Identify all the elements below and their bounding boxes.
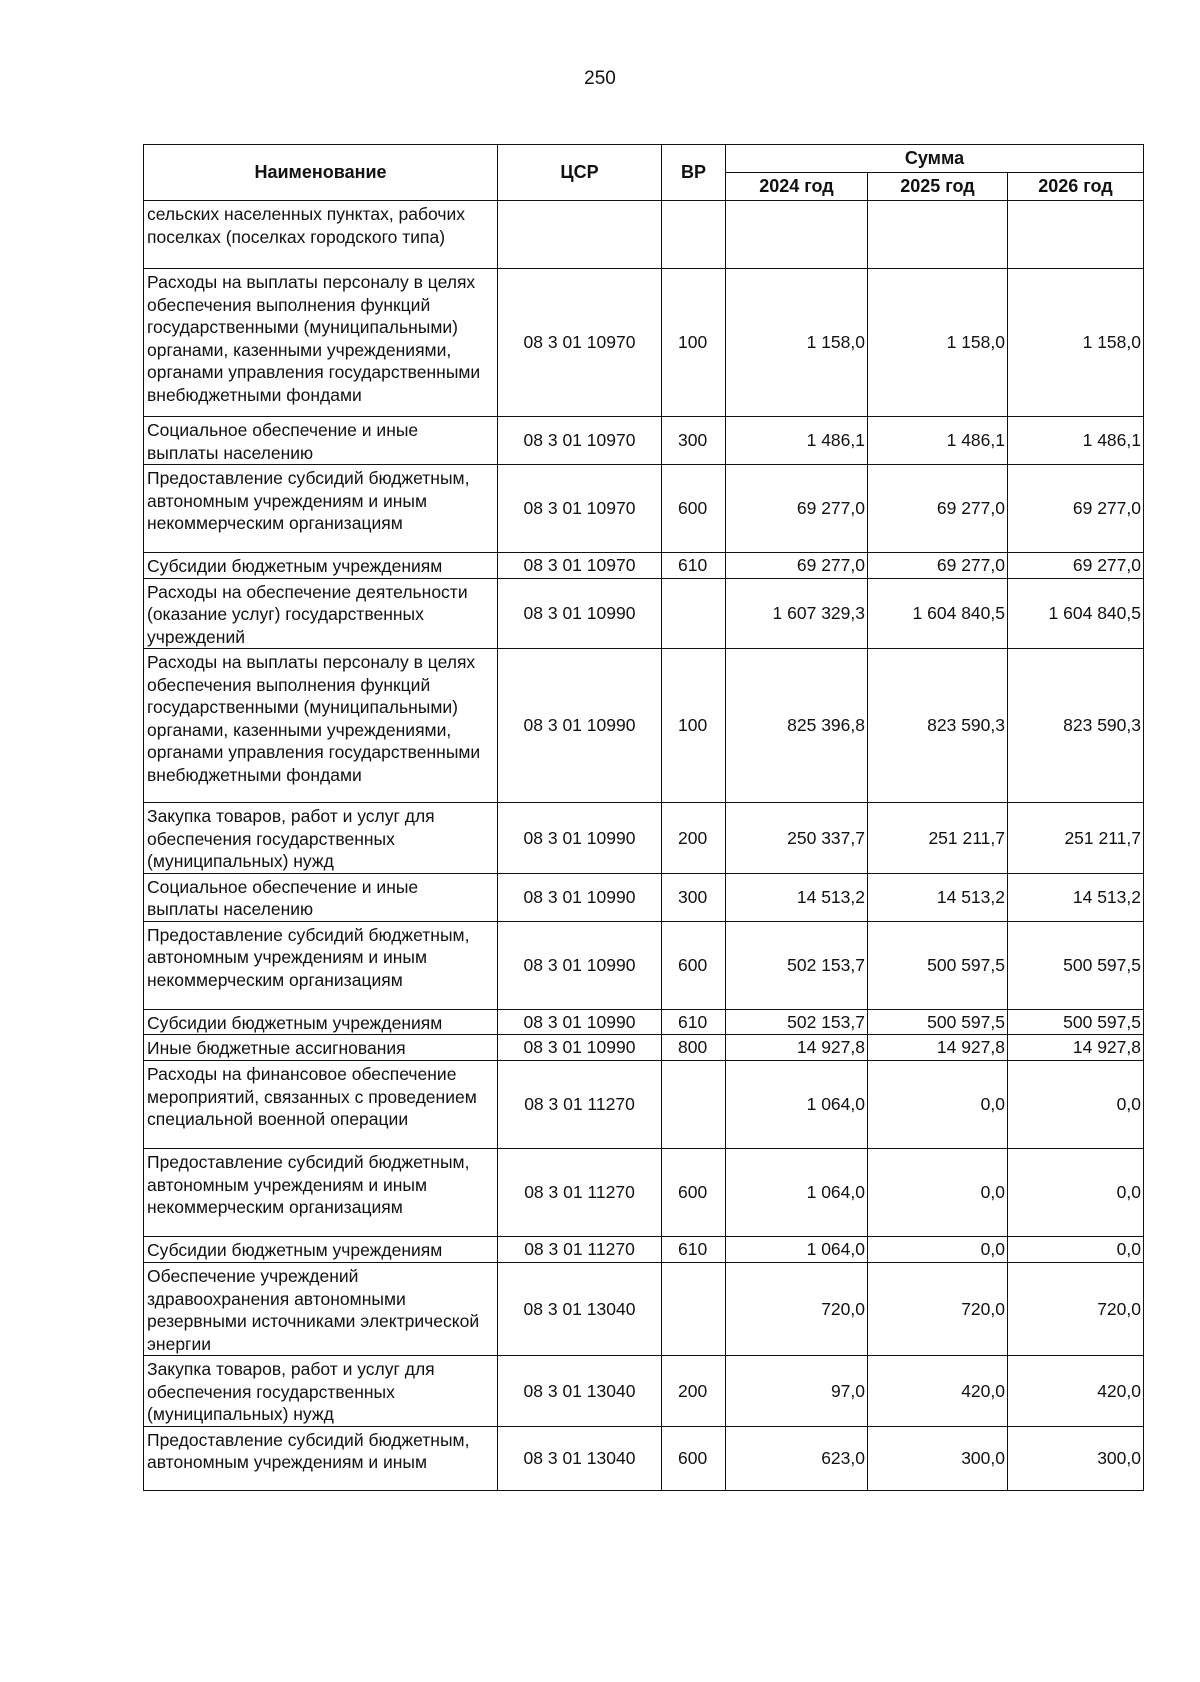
row-amount-2026: 1 158,0 <box>1008 269 1144 417</box>
table-body <box>144 201 1144 1491</box>
row-amount-2024: 1 486,1 <box>726 417 868 465</box>
row-amount-2024: 14 927,8 <box>726 1035 868 1061</box>
row-name: Расходы на выплаты персоналу в целях обеспечения выполнения функций государственными (муниципальными) органами, казенными учреждениями, органами управления государственными внебюджетными фондами <box>144 269 498 417</box>
row-csr: 08 3 01 10990 <box>498 1009 662 1035</box>
row-amount-2025: 500 597,5 <box>868 921 1008 1009</box>
table-row <box>144 1237 1144 1263</box>
table-row <box>144 921 1144 1009</box>
row-csr: 08 3 01 11270 <box>498 1061 662 1149</box>
row-name: Иные бюджетные ассигнования <box>144 1035 498 1061</box>
row-vr <box>662 201 726 269</box>
row-amount-2026: 14 927,8 <box>1008 1035 1144 1061</box>
row-amount-2025: 500 597,5 <box>868 1009 1008 1035</box>
header-2026: 2026 год <box>1008 173 1144 201</box>
row-amount-2024: 69 277,0 <box>726 553 868 579</box>
row-amount-2024: 69 277,0 <box>726 465 868 553</box>
row-vr: 100 <box>662 649 726 803</box>
row-amount-2026: 0,0 <box>1008 1061 1144 1149</box>
row-amount-2024: 1 607 329,3 <box>726 578 868 649</box>
row-csr: 08 3 01 11270 <box>498 1237 662 1263</box>
row-amount-2025 <box>868 201 1008 269</box>
row-amount-2026: 823 590,3 <box>1008 649 1144 803</box>
row-vr: 600 <box>662 1149 726 1237</box>
row-amount-2026: 0,0 <box>1008 1237 1144 1263</box>
row-amount-2024: 97,0 <box>726 1356 868 1427</box>
row-amount-2024: 1 064,0 <box>726 1061 868 1149</box>
row-amount-2025: 720,0 <box>868 1263 1008 1356</box>
table-row <box>144 269 1144 417</box>
row-amount-2026: 500 597,5 <box>1008 1009 1144 1035</box>
row-amount-2025: 0,0 <box>868 1149 1008 1237</box>
row-amount-2026: 1 604 840,5 <box>1008 578 1144 649</box>
budget-table <box>143 144 1144 1491</box>
row-amount-2025: 300,0 <box>868 1426 1008 1490</box>
header-csr: ЦСР <box>498 145 662 201</box>
header-2024: 2024 год <box>726 173 868 201</box>
row-amount-2025: 14 927,8 <box>868 1035 1008 1061</box>
row-amount-2026: 69 277,0 <box>1008 553 1144 579</box>
row-name: Расходы на обеспечение деятельности (оказание услуг) государственных учреждений <box>144 578 498 649</box>
row-name: Субсидии бюджетным учреждениям <box>144 1009 498 1035</box>
row-amount-2024: 1 064,0 <box>726 1237 868 1263</box>
table-row <box>144 417 1144 465</box>
row-amount-2026: 69 277,0 <box>1008 465 1144 553</box>
row-amount-2024: 1 158,0 <box>726 269 868 417</box>
row-vr: 600 <box>662 921 726 1009</box>
table-row <box>144 1149 1144 1237</box>
row-name: Предоставление субсидий бюджетным, автономным учреждениям и иным некоммерческим организациям <box>144 1149 498 1237</box>
row-amount-2024: 502 153,7 <box>726 921 868 1009</box>
table-row <box>144 803 1144 874</box>
row-amount-2024 <box>726 201 868 269</box>
table-row <box>144 1061 1144 1149</box>
row-csr: 08 3 01 10990 <box>498 873 662 921</box>
table-header <box>144 145 1144 201</box>
row-csr: 08 3 01 10990 <box>498 649 662 803</box>
row-amount-2025: 69 277,0 <box>868 465 1008 553</box>
row-amount-2025: 1 486,1 <box>868 417 1008 465</box>
row-name: Предоставление субсидий бюджетным, автономным учреждениям и иным некоммерческим организациям <box>144 465 498 553</box>
row-vr: 200 <box>662 803 726 874</box>
row-name: Предоставление субсидий бюджетным, автономным учреждениям и иным некоммерческим организациям <box>144 921 498 1009</box>
row-amount-2024: 1 064,0 <box>726 1149 868 1237</box>
row-vr: 100 <box>662 269 726 417</box>
row-vr: 300 <box>662 873 726 921</box>
row-amount-2026: 251 211,7 <box>1008 803 1144 874</box>
table-row <box>144 1426 1144 1490</box>
table-row <box>144 1263 1144 1356</box>
row-csr <box>498 201 662 269</box>
row-amount-2026: 300,0 <box>1008 1426 1144 1490</box>
table-row <box>144 553 1144 579</box>
table-row <box>144 649 1144 803</box>
row-vr <box>662 578 726 649</box>
row-csr: 08 3 01 13040 <box>498 1426 662 1490</box>
row-amount-2025: 420,0 <box>868 1356 1008 1427</box>
row-name: Расходы на выплаты персоналу в целях обеспечения выполнения функций государственными (муниципальными) органами, казенными учреждениями, органами управления государственными внебюджетными фондами <box>144 649 498 803</box>
row-name: Закупка товаров, работ и услуг для обеспечения государственных (муниципальных) нужд <box>144 803 498 874</box>
row-vr: 610 <box>662 1237 726 1263</box>
table-row <box>144 1009 1144 1035</box>
row-vr <box>662 1263 726 1356</box>
row-amount-2024: 825 396,8 <box>726 649 868 803</box>
row-name: сельских населенных пунктах, рабочих поселках (поселках городского типа) <box>144 201 498 269</box>
row-amount-2026: 1 486,1 <box>1008 417 1144 465</box>
row-vr <box>662 1061 726 1149</box>
row-amount-2026: 420,0 <box>1008 1356 1144 1427</box>
row-name: Закупка товаров, работ и услуг для обеспечения государственных (муниципальных) нужд <box>144 1356 498 1427</box>
row-amount-2026: 500 597,5 <box>1008 921 1144 1009</box>
row-amount-2026: 720,0 <box>1008 1263 1144 1356</box>
row-vr: 610 <box>662 1009 726 1035</box>
row-csr: 08 3 01 10970 <box>498 417 662 465</box>
row-name: Предоставление субсидий бюджетным, автономным учреждениям и иным <box>144 1426 498 1490</box>
header-sum: Сумма <box>726 145 1144 173</box>
row-amount-2026: 0,0 <box>1008 1149 1144 1237</box>
row-amount-2026: 14 513,2 <box>1008 873 1144 921</box>
row-amount-2026 <box>1008 201 1144 269</box>
table-row <box>144 873 1144 921</box>
row-name: Субсидии бюджетным учреждениям <box>144 553 498 579</box>
row-amount-2024: 623,0 <box>726 1426 868 1490</box>
row-amount-2025: 69 277,0 <box>868 553 1008 579</box>
row-amount-2024: 250 337,7 <box>726 803 868 874</box>
table-row <box>144 1035 1144 1061</box>
table-row <box>144 465 1144 553</box>
header-vr: ВР <box>662 145 726 201</box>
table-row <box>144 578 1144 649</box>
row-amount-2025: 1 158,0 <box>868 269 1008 417</box>
header-name: Наименование <box>144 145 498 201</box>
row-csr: 08 3 01 10990 <box>498 803 662 874</box>
row-amount-2025: 823 590,3 <box>868 649 1008 803</box>
row-amount-2025: 0,0 <box>868 1061 1008 1149</box>
header-2025: 2025 год <box>868 173 1008 201</box>
row-name: Социальное обеспечение и иные выплаты населению <box>144 873 498 921</box>
row-csr: 08 3 01 10970 <box>498 553 662 579</box>
row-csr: 08 3 01 11270 <box>498 1149 662 1237</box>
row-amount-2025: 14 513,2 <box>868 873 1008 921</box>
row-csr: 08 3 01 10970 <box>498 269 662 417</box>
row-vr: 610 <box>662 553 726 579</box>
row-csr: 08 3 01 13040 <box>498 1263 662 1356</box>
row-csr: 08 3 01 10970 <box>498 465 662 553</box>
row-csr: 08 3 01 13040 <box>498 1356 662 1427</box>
row-csr: 08 3 01 10990 <box>498 578 662 649</box>
row-amount-2025: 1 604 840,5 <box>868 578 1008 649</box>
row-vr: 600 <box>662 1426 726 1490</box>
row-amount-2024: 14 513,2 <box>726 873 868 921</box>
row-csr: 08 3 01 10990 <box>498 921 662 1009</box>
row-amount-2024: 502 153,7 <box>726 1009 868 1035</box>
row-vr: 800 <box>662 1035 726 1061</box>
table-row <box>144 201 1144 269</box>
row-csr: 08 3 01 10990 <box>498 1035 662 1061</box>
row-amount-2024: 720,0 <box>726 1263 868 1356</box>
row-name: Обеспечение учреждений здравоохранения автономными резервными источниками электрической энергии <box>144 1263 498 1356</box>
row-vr: 600 <box>662 465 726 553</box>
row-name: Субсидии бюджетным учреждениям <box>144 1237 498 1263</box>
row-vr: 300 <box>662 417 726 465</box>
row-name: Социальное обеспечение и иные выплаты населению <box>144 417 498 465</box>
row-amount-2025: 251 211,7 <box>868 803 1008 874</box>
page-number: 250 <box>584 68 616 89</box>
row-name: Расходы на финансовое обеспечение мероприятий, связанных с проведением специальной военной операции <box>144 1061 498 1149</box>
table-row <box>144 1356 1144 1427</box>
row-vr: 200 <box>662 1356 726 1427</box>
row-amount-2025: 0,0 <box>868 1237 1008 1263</box>
